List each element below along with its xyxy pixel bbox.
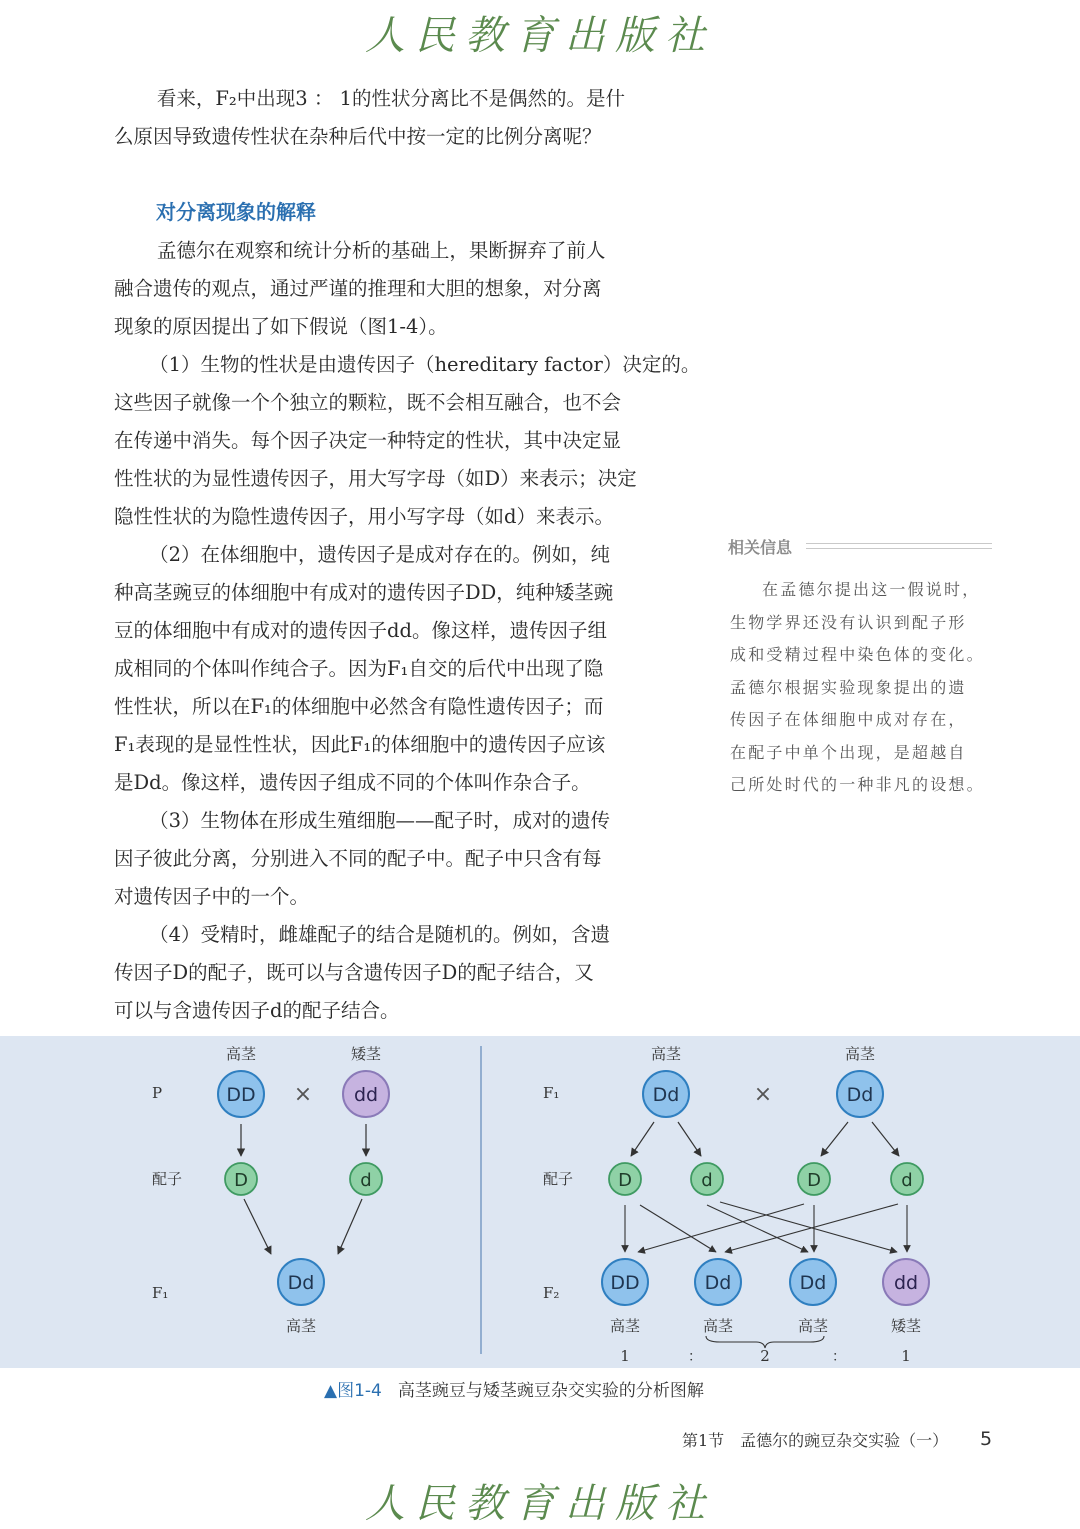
gamete-label: D [618, 1170, 632, 1191]
ratio-value: 1 [901, 1347, 911, 1365]
genotype-label: dd [893, 1272, 919, 1294]
row-label-p: P [152, 1084, 163, 1102]
genotype-label: Dd [287, 1272, 315, 1294]
text-line: 性性状的为显性遗传因子，用大写字母（如D）来表示；决定 [114, 467, 637, 490]
sidebar-text [730, 574, 994, 802]
sidebar-rule [806, 543, 992, 544]
cross-symbol: × [293, 1082, 313, 1107]
sidebar-line: 成和受精过程中染色体的变化。 [730, 645, 985, 664]
phenotype-label: 高茎 [225, 1045, 257, 1063]
phenotype-label: 高茎 [609, 1317, 641, 1335]
text-line: 是Dd。像这样，遗传因子组成不同的个体叫作杂合子。 [114, 771, 591, 794]
arrow [338, 1199, 362, 1254]
row-label-gamete: 配子 [152, 1170, 183, 1188]
genotype-label: DD [226, 1084, 256, 1106]
text-line: 性性状，所以在F₁的体细胞中必然含有隐性遗传因子；而 [114, 695, 604, 718]
text-line: 隐性性状的为隐性遗传因子，用小写字母（如d）来表示。 [114, 505, 614, 528]
phenotype-label: 高茎 [650, 1045, 682, 1063]
arrow [631, 1122, 654, 1156]
text-line: 孟德尔在观察和统计分析的基础上，果断摒弃了前人 [156, 239, 606, 262]
sidebar-rule [806, 548, 992, 549]
genotype-label: Dd [704, 1272, 732, 1294]
genotype-label: Dd [846, 1084, 874, 1106]
text-line: （2）在体细胞中，遗传因子是成对存在的。例如，纯 [149, 543, 611, 566]
sidebar-title: 相关信息 [728, 538, 793, 557]
row-label-f1: F₁ [543, 1084, 560, 1102]
running-footer: 第1节 孟德尔的豌豆杂交实验（一） [682, 1431, 949, 1450]
phenotype-label: 高茎 [285, 1317, 317, 1335]
genetic-cross-diagram [0, 1036, 1080, 1368]
section-heading: 对分离现象的解释 [156, 200, 316, 224]
arrow [244, 1199, 271, 1254]
genotype-label: Dd [652, 1084, 680, 1106]
text-line: F₁表现的是显性性状，因此F₁的体细胞中的遗传因子应该 [114, 733, 606, 756]
gamete-label: d [360, 1170, 372, 1191]
gamete-label: D [807, 1170, 821, 1191]
paragraph-hypothesis-intro [114, 232, 670, 346]
text-line: 传因子D的配子，既可以与含遗传因子D的配子结合，又 [114, 961, 594, 984]
sidebar-line: 在配子中单个出现，是超越自 [730, 742, 967, 762]
left-panel-monohybrid-cross [152, 1045, 389, 1335]
phenotype-label: 高茎 [702, 1317, 734, 1335]
publisher-watermark-bottom: 人民教育出版社 [365, 1481, 715, 1527]
text-line: 看来，F₂中出现3 ： 1的性状分离比不是偶然的。是什 [156, 87, 625, 110]
phenotype-label: 高茎 [844, 1045, 876, 1063]
sidebar-line: 传因子在体细胞中成对存在， [730, 710, 967, 729]
text-line: 这些因子就像一个个独立的颗粒，既不会相互融合，也不会 [114, 391, 622, 414]
phenotype-label: 矮茎 [890, 1317, 922, 1335]
text-line: 豆的体细胞中有成对的遗传因子dd。像这样，遗传因子组 [114, 619, 607, 642]
arrow [720, 1202, 897, 1252]
sidebar-line: 孟德尔根据实验现象提出的遗 [730, 677, 967, 697]
ratio-separator: ： [688, 1349, 702, 1365]
paragraph-point-1 [114, 346, 701, 536]
text-line: 因子彼此分离，分别进入不同的配子中。配子中只含有每 [114, 847, 602, 870]
ratio-separator: ： [832, 1349, 846, 1365]
text-line: （3）生物体在形成生殖细胞——配子时，成对的遗传 [149, 809, 611, 832]
phenotype-label: 高茎 [797, 1317, 829, 1335]
sidebar-line: 在孟德尔提出这一假说时， [762, 580, 981, 599]
arrow [640, 1205, 716, 1252]
arrow [821, 1122, 848, 1156]
arrow [678, 1122, 701, 1156]
text-line: 成相同的个体叫作纯合子。因为F₁自交的后代中出现了隐 [114, 657, 604, 680]
genotype-label: dd [353, 1084, 379, 1106]
figure-caption [324, 1376, 704, 1401]
text-line: 种高茎豌豆的体细胞中有成对的遗传因子DD，纯种矮茎豌 [114, 581, 614, 604]
genotype-label: Dd [799, 1272, 827, 1294]
gamete-label: d [901, 1170, 913, 1191]
paragraph-point-3 [114, 802, 670, 916]
phenotype-label: 矮茎 [350, 1045, 382, 1063]
text-line: 可以与含遗传因子d的配子结合。 [114, 999, 400, 1022]
sidebar-line: 生物学界还没有认识到配子形 [730, 612, 967, 632]
row-label-f2: F₂ [543, 1284, 560, 1302]
text-line: 对遗传因子中的一个。 [114, 885, 310, 908]
paragraph-point-2 [114, 536, 670, 802]
ratio-value: 1 [620, 1347, 630, 1365]
figure-caption-text: 高茎豌豆与矮茎豌豆杂交实验的分析图解 [397, 1381, 704, 1401]
figure-number: ▲图1-4 [324, 1381, 382, 1401]
cross-symbol: × [753, 1082, 773, 1107]
publisher-watermark-top: 人民教育出版社 [365, 13, 715, 59]
gamete-label: D [234, 1170, 248, 1191]
text-line: 在传递中消失。每个因子决定一种特定的性状，其中决定显 [114, 429, 622, 452]
genotype-label: DD [610, 1272, 640, 1294]
right-panel-self-cross [543, 1045, 929, 1365]
sidebar-line: 己所处时代的一种非凡的设想。 [730, 775, 985, 794]
text-line: （4）受精时，雌雄配子的结合是随机的。例如，含遗 [149, 923, 611, 946]
arrow [872, 1122, 899, 1156]
gamete-label: d [701, 1170, 713, 1191]
text-line: 融合遗传的观点，通过严谨的推理和大胆的想象，对分离 [114, 277, 602, 300]
intro-paragraph [114, 80, 670, 156]
row-label-gamete: 配子 [543, 1170, 574, 1188]
text-line: （1）生物的性状是由遗传因子（hereditary factor）决定的。 [149, 353, 701, 376]
paragraph-point-4 [114, 916, 670, 1030]
text-line: 么原因导致遗传性状在杂种后代中按一定的比例分离呢？ [114, 125, 602, 148]
text-line: 现象的原因提出了如下假说（图1-4）。 [114, 315, 448, 338]
page-number: 5 [980, 1428, 993, 1450]
ratio-value: 2 [760, 1347, 770, 1365]
row-label-f1: F₁ [152, 1284, 169, 1302]
